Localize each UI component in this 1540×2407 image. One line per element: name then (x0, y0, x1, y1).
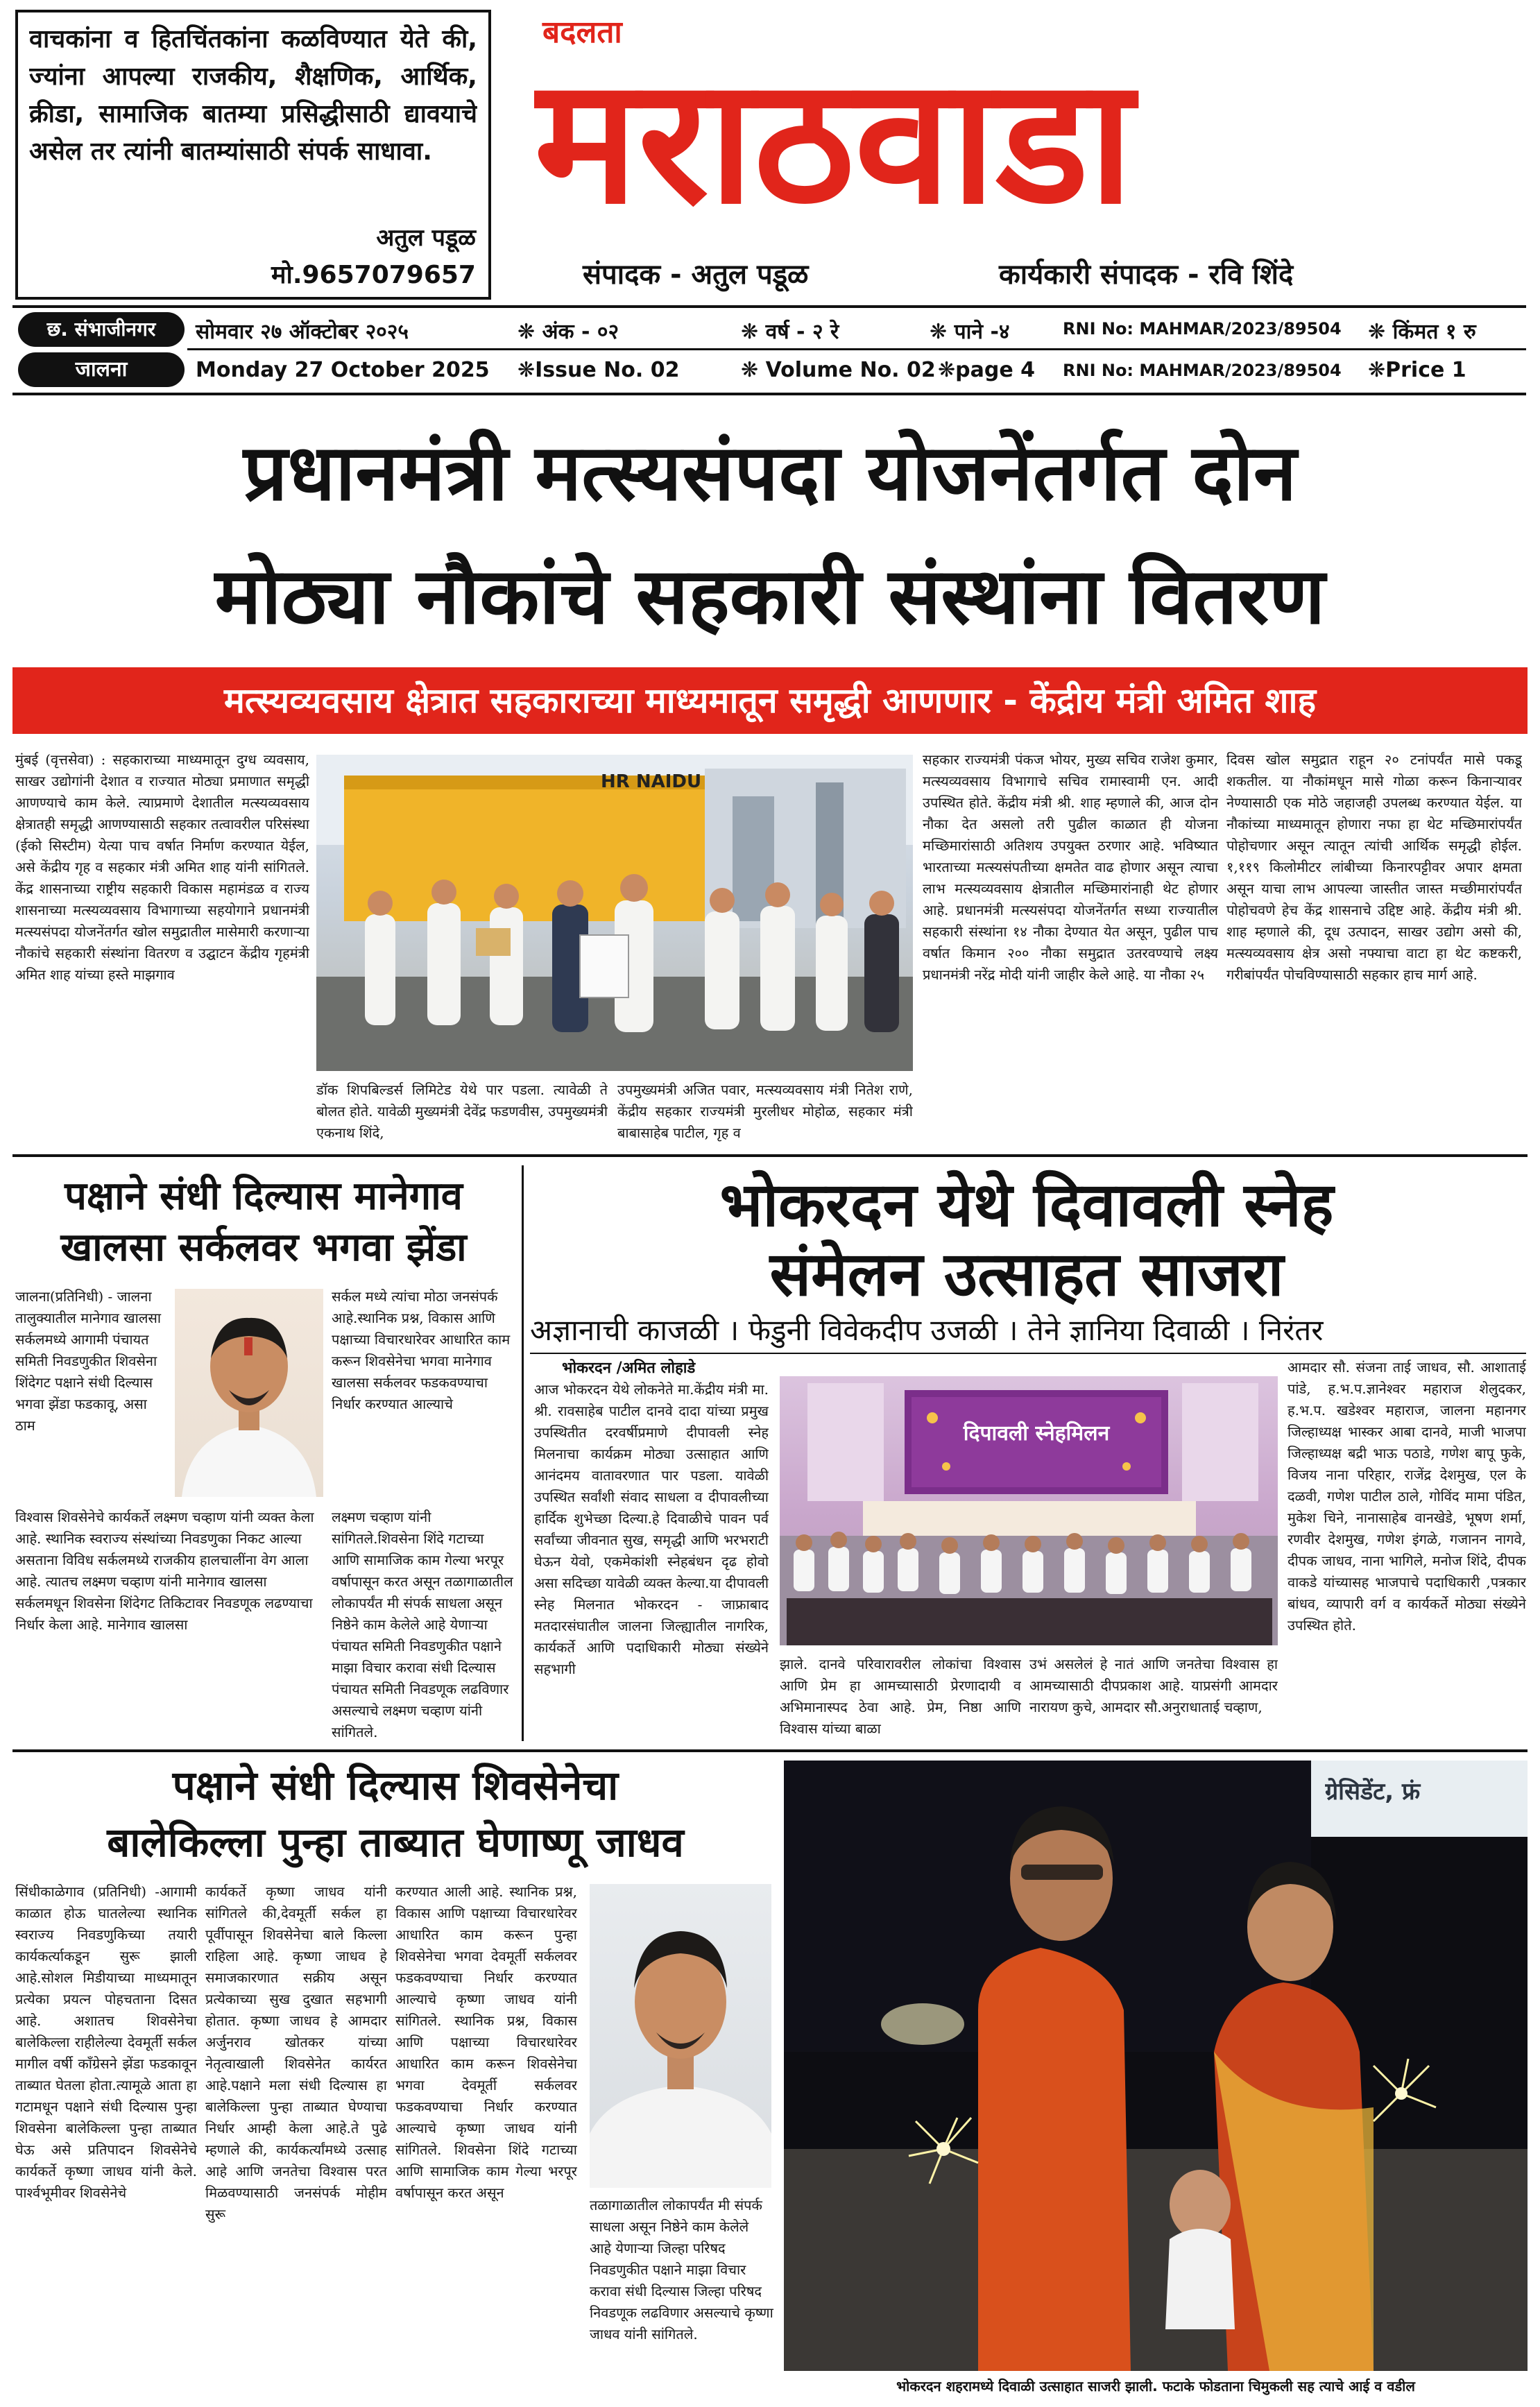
story4-headline-1: पक्षाने संधी दिल्यास शिवसेनेचा (172, 1762, 619, 1809)
story2-story3-divider (522, 1165, 524, 1741)
ship-name: HR NAIDU (601, 771, 702, 792)
story3-quote-rule (530, 1353, 1526, 1354)
story4-col-2: कार्यकर्ते कृष्णा जाधव यांनी सांगितले की,देवमूर्ती सर्कल हा पूर्वीपासून शिवसेनेचा बाले किल्ला राहिला आहे. कृष्णा जाधव हे समाजकारणात सक्रीय असून प्रत्येकाच्या सुख दुखात सहभागी होतात. कृष्णा जाधव हे आमदार अर्जुनराव खोतकर यांच्या नेतृत्वाखाली शिवसेनेत कार्यरत आहे.पक्षाने मला संधी दिल्यास हा बालेकिल्ला पुन्हा ताब्यात घेण्याचा निर्धार आम्ही केला आहे.ते पुढे म्हणाले की, कार्यकर्त्यांमध्ये उत्साह आहे आणि जनतेचा विश्वास परत मिळवण्यासाठी जनसंपर्क मोहीम सुरू (205, 1883, 387, 2222)
portrait2-illustration (590, 1884, 771, 2188)
story3-headline-1: भोकरदन येथे दिवावली स्नेह (719, 1169, 1334, 1240)
exec-editor-line: कार्यकारी संपादक - रवि शिंदे (999, 259, 1294, 291)
mr-volume: ❋ वर्ष - २ रे (741, 320, 839, 344)
lead-col-4: दिवस खोल समुद्रात राहून २० टनांपर्यंत मासे पकडू शकतील. या नौकांमधून मासे गोळा करून किनाऱ्यावर नेण्यासाठी एक मोठे जहाजही उपलब्ध करण्यात येईल. या नौकांच्या माध्यमातून होणारा नफा हा थेट मच्छिमारांपर्यंत पोहोचणार असून त्यातून त्यांची आर्थिक समृद्धी होईल. १,११९ किलोमीटर लांबीच्या किनारपट्टीवर अपार क्षमता असून याचा लाभ आपल्या जास्तीत जास्त मच्छीमारांपर्यंत पोहोचवणे हेच केंद्र शासनाचे उद्दिष्ट आहे. केंद्रीय मंत्री श्री. शाह म्हणाले की, दूध उत्पादन, साखर उद्योग असो की, मत्स्यव्यवसाय क्षेत्र असो नफ्याचा वाटा हा थेट कष्टकरी, गरीबांपर्यंत पोचविण्यासाठी सहकार हाच मार्ग आहे. (1226, 751, 1522, 983)
story3-byline: भोकरदन /अमित लोहाडे (562, 1360, 696, 1377)
story4-portrait (590, 1884, 771, 2188)
ceremony-illustration (316, 755, 913, 1071)
lead-caption-b: उपमुख्यमंत्री अजित पवार, मत्स्यव्यवसाय मंत्री नितेश राणे, केंद्रीय सहकार राज्यमंत्री मुरलीधर मोहोळ, सहकार मंत्री बाबासाहेब पाटील, गृह व (617, 1081, 913, 1141)
lead-col-3: सहकार राज्यमंत्री पंकज भोयर, मुख्य सचिव राजेश कुमार, मत्स्यव्यवसाय विभागाचे सचिव रामास्वामी एन. आदी उपस्थित होते. केंद्रीय मंत्री श्री. शाह म्हणाले की, आज दोन नौका देत असलो तरी पुढील काळात ही योजना मच्छिमारांसाठी अतिशय उपयुक्त ठरणार आहे. भविष्यात भारताच्या मत्स्यसंपतीच्या क्षमतेत वाढ होणार असून त्याचा लाभ मत्स्यव्यवसाय क्षेत्रातील मच्छिमारांनाही थेट होणार आहे. प्रधानमंत्री मत्स्यसंपदा योजनेंतर्गत सध्या राज्यातील सहकारी संस्थांना १४ नौका देण्यात येत असून, पुढील पाच वर्षात किमान २०० नौका समुद्रात उतरवण्याचे लक्ष्य प्रधानमंत्री नरेंद्र मोदी यांनी जाहीर केले आहे. या नौका २५ (923, 751, 1218, 983)
lead-headline-1: प्रधानमंत्री मत्स्यसंपदा योजनेंतर्गत दोन (243, 428, 1297, 518)
lead-bottom-rule (12, 1154, 1528, 1157)
story4-col-3: करण्यात आली आहे. स्थानिक प्रश्न, विकास आणि पक्षाच्या विचारधारेवर आधारित काम करून पुन्हा शिवसेनेचा भगवा देवमूर्ती सर्कलवर फडकवण्याचा निर्धार करण्यात आल्याचे कृष्णा जाधव यांनी सांगितले. स्थानिक प्रश्न, विकास आणि पक्षाच्या विचारधारेवर आधारित काम करून शिवसेनेचा भगवा देवमूर्ती सर्कलवर फडकवण्याचा निर्धार करण्यात आल्याचे कृष्णा जाधव यांनी सांगितले. शिवसेना शिंदे गटाच्या आणि सामाजिक काम गेल्या भरपूर वर्षापासून करत असून (395, 1883, 577, 2201)
mid-bottom-rule (12, 1749, 1528, 1752)
story3-under-photo-a: झाले. दानवे परिवारावरील लोकांचा विश्वास आणि प्रेम हा आमच्यासाठी प्रेरणादायी व अभिमानास्पद ठेवा आहे. प्रेम, निष्ठा आणि विश्वास यांच्या बाळा (780, 1656, 1021, 1737)
story2-col-1-top: जालना(प्रतिनिधी) - जालना तालुक्यातील मानेगाव खालसा सर्कलमध्ये आगामी पंचायत समिती निवडणुकीत शिवसेना शिंदेगट पक्षाने संधी दिल्यास भगवा झेंडा फडकावू, असा ठाम (15, 1288, 162, 1434)
mr-issue: ❋ अंक - ०२ (517, 320, 619, 344)
city-2: जालना (75, 357, 128, 382)
masthead-small: बदलता (542, 15, 622, 50)
story2-headline-1: पक्षाने संधी दिल्यास मानेगाव (65, 1174, 463, 1219)
mr-date: सोमवार २७ ऑक्टोबर २०२५ (196, 320, 409, 344)
city-1: छ. संभाजीनगर (46, 318, 156, 341)
notice-name: अतुल पडूळ (376, 224, 476, 252)
shop-sign-text: ग्रेसिडेंट, फ्रं (1325, 1778, 1421, 1806)
lead-col-1: मुंबई (वृत्तसेवा) : सहकाराच्या माध्यमातून दुग्ध व्यवसाय, साखर उद्योगांनी देशात व राज्यात मोठ्या प्रमाणात समृद्धी आणण्याचे काम केले. त्याप्रमाणे देशातील मत्स्यव्यवसाय क्षेत्रातही समृद्धी आणण्यासाठी सहकार तत्वावरील परिसंस्था (ईको सिस्टीम) येत्या पाच वर्षात निर्माण करण्यात येईल, असे केंद्रीय गृह व सहकार मंत्री अमित शाह यांनी सांगितले. केंद्र शासनाच्या राष्ट्रीय सहकारी विकास महामंडळ व राज्य शासनाच्या मत्स्यव्यवसाय विभागाच्या सहयोगाने प्रधानमंत्री मत्स्यसंपदा योजनेंतर्गत खोल समुद्रातील मासेमारी करणाऱ्या नौकांचे सहकारी संस्थांना वितरण व उद्घाटन केंद्रीय गृहमंत्री अमित शाह यांच्या हस्ते माझगाव (15, 751, 309, 983)
dateline-mr-row (196, 314, 1526, 345)
story2-col-1-bottom: विश्वास शिवसेनेचे कार्यकर्ते लक्ष्मण चव्हाण यांनी व्यक्त केला आहे. स्थानिक स्वराज्य संस्थांच्या निवडणुका निकट आल्या असताना विविध सर्कलमध्ये राजकीय हालचालींना वेग आला आहे. त्यातच लक्ष्मण चव्हाण यांनी मानेगाव खालसा सर्कलमधून शिवसेना शिंदेगट तिकिटावर निवडणूक लढण्याचा निर्धार केला आहे. मानेगाव खालसा (15, 1509, 314, 1633)
story4-diwali-photo (784, 1761, 1528, 2371)
lead-headline-2: मोठ्या नौकांचे सहकारी संस्थांना वितरण (214, 551, 1326, 642)
en-price: ❋Price 1 (1368, 358, 1466, 382)
en-page: ❋page 4 (938, 358, 1035, 382)
story2-headline-2: खालसा सर्कलवर भगवा झेंडा (60, 1225, 467, 1270)
dateline-bottom-rule (12, 393, 1526, 395)
notice-phone: मो.9657079657 (271, 261, 476, 289)
story3-col-1: आज भोकरदन येथे लोकनेते मा.केंद्रीय मंत्री मा. श्री. रावसाहेब पाटील दानवे दादा यांच्या प्रमुख उपस्थितीत दरवर्षीप्रमाणे दीपावली स्नेह मिलनाचा कार्यक्रम मोठ्या उत्साहात आणि आनंदमय वातावरणात पार पडला. यावेळी उपस्थित सर्वांशी संवाद साधला व दीपावलीच्या हार्दिक शुभेच्छा दिल्या.हे दिवाळीचे पावन पर्व सर्वांच्या जीवनात सुख, समृद्धी आणि भरभराटी घेऊन येवो, एकमेकांशी स्नेहबंधन दृढ होवो असा सदिच्छा यावेळी व्यक्त केल्या.या दीपावली स्नेह मिलनात भोकरदन - जाफ्राबाद मतदारसंघातील जालना जिल्ह्यातील नागरिक, कार्यकर्ते आणि पदाधिकारी मोठ्या संख्येने सहभागी (534, 1381, 769, 1677)
en-volume: ❋ Volume No. 02 (741, 358, 936, 382)
notice-text: वाचकांना व हितचिंतकांना कळविण्यात येते की, ज्यांना आपल्या राजकीय, शैक्षणिक, आर्थिक, क्रीडा, सामाजिक बातम्या प्रसिद्धीसाठी द्यावयाचे असेल तर त्यांनी बातम्यांसाठी संपर्क साधावा. (29, 25, 477, 166)
diwali-photo-caption: भोकरदन शहरामध्ये दिवाळी उत्साहात साजरी झाली. फटाके फोडताना चिमुकली सह त्याचे आई व वडील (896, 2378, 1415, 2395)
en-issue: ❋Issue No. 02 (517, 358, 680, 382)
lead-caption-a: डॉक शिपबिल्डर्स लिमिटेड येथे पार पडला. त्यावेळी ते बोलत होते. यावेळी मुख्यमंत्री देवेंद्र फडणवीस, उपमुख्यमंत्री एकनाथ शिंदे, (316, 1081, 608, 1141)
notice-box (15, 10, 491, 300)
portrait-illustration (175, 1289, 323, 1497)
story3-quote: अज्ञानाची काजळी । फेडुनी विवेकदीप उजळी । तेने ज्ञानिया दिवाळी । निरंतर (530, 1313, 1324, 1347)
city-badge-2 (18, 352, 185, 387)
en-rni: RNI No: MAHMAR/2023/89504 (1063, 361, 1342, 380)
editor-line: संपादक - अतुल पडूळ (583, 259, 809, 291)
dateline-mid-rule (187, 348, 1526, 350)
story2-col-2-bottom: लक्ष्मण चव्हाण यांनी सांगितले.शिवसेना शिंदे गटाच्या आणि सामाजिक काम गेल्या भरपूर वर्षापासून करत असून तळागाळातील लोकापर्यंत मी संपर्क साधला असून निष्ठेने काम केलेले आहे येणाऱ्या पंचायत समिती निवडणुकीत पक्षाने माझा विचार करावा संधी दिल्यास पंचायत समिती निवडणूक लढविणार असल्याचे लक्ष्मण चव्हाण यांनी सांगितले. (332, 1509, 513, 1740)
dateline-top-rule (12, 305, 1526, 308)
story3-under-photo-b: उभं असलेलं हे नातं आणि जनतेचा विश्वास हा आमच्यासाठी दीपप्रकाश आहे. याप्रसंगी आमदार नारायण कुचे, आमदार सौ.अनुराधाताई चव्हाण, (1029, 1656, 1278, 1715)
mr-price: ❋ किंमत १ रु (1368, 320, 1476, 344)
rni: RNI No: MAHMAR/2023/89504 (1063, 319, 1342, 339)
city-badge-1 (18, 312, 185, 347)
story3-headline-2: संमेलन उत्साहत साजरा (769, 1238, 1284, 1310)
dateline-en-row (196, 355, 1526, 387)
story2-col-2-top: सर्कल मध्ये त्यांचा मोठा जनसंपर्क आहे.स्थानिक प्रश्न, विकास आणि पक्षाच्या विचारधारेवर आधारित काम करून शिवसेनेचा भगवा मानेगाव खालसा सर्कलवर फडकवण्याचा निर्धार करण्यात आल्याचे (332, 1288, 511, 1412)
lead-subhead-bar (12, 667, 1528, 734)
masthead-title: मराठवाडा (534, 40, 1133, 242)
story4-headline-2: बालेकिल्ला पुन्हा ताब्यात घेणाष्णू जाधव (107, 1819, 684, 1866)
story4-col-4: तळागाळातील लोकापर्यंत मी संपर्क साधला असून निष्ठेने काम केलेले आहे येणाऱ्या जिल्हा परिषद निवडणुकीत पक्षाने माझा विचार करावा संधी दिल्यास जिल्हा परिषद निवडणूक लढविणार असल्याचे कृष्णा जाधव यांनी सांगितले. (590, 2197, 773, 2342)
story3-event-photo (780, 1376, 1278, 1645)
mr-page: ❋ पाने -४ (930, 320, 1010, 344)
story2-portrait (175, 1289, 323, 1497)
lead-ceremony-photo (316, 755, 913, 1071)
lead-subhead: मत्स्यव्यवसाय क्षेत्रात सहकाराच्या माध्यमातून समृद्धी आणणार - केंद्रीय मंत्री अमित शाह (223, 680, 1317, 721)
en-date: Monday 27 October 2025 (196, 358, 490, 382)
story3-col-3: आमदार सौ. संजना ताई जाधव, सौ. आशाताई पांडे, ह.भ.प.ज्ञानेश्वर महाराज शेलुदकर, ह.भ.प. खडेश्वर महाराज, जालना महानगर जिल्हाध्यक्ष भास्कर आबा दानवे, माजी भाजपा जिल्हाध्यक्ष बद्री भाऊ पठाडे, गणेश बापू फुके, विजय नाना परिहार, राजेंद्र देशमुख, एल के दळवी, गणेश पाटील ठाले, गोविंद मामा पंडित, मुकेश चिने, नानासाहेब वानखेडे, भूषण शर्मा, रणवीर देशमुख, गणेश इंगळे, गजानन नागवे, दीपक जाधव, नाना भागिले, मनोज शिंदे, दीपक वाकडे यांच्यासह भाजपाचे पदाधिकारी ,पत्रकार बांधव, व्यापारी वर्ग व कार्यकर्ते मोठ्या संख्येने उपस्थित होते. (1287, 1359, 1526, 1634)
event-banner-text: दिपावली स्नेहमिलन (963, 1421, 1110, 1446)
event-illustration (780, 1376, 1278, 1645)
diwali-illustration (784, 1761, 1528, 2371)
story4-col-1: सिंधीकाळेगाव (प्रतिनिधी) -आगामी काळात होऊ घातलेल्या स्थानिक स्वराज्य निवडणुकिच्या तयारी कार्यकर्त्याकडून सुरू झाली आहे.सोशल मिडीयाच्या माध्यमातून प्रत्येका प्रयत्न पोहचताना दिसत आहे. अशातच शिवसेनेचा बालेकिल्ला राहीलेल्या देवमूर्ती सर्कल मागील वर्षी कॉंग्रेसने झेंडा फडकावून ताब्यात घेतला होता.त्यामूळे आता हा गटामधून पक्षाने संधी दिल्यास पुन्हा शिवसेना बालेकिल्ला पुन्हा ताब्यात घेऊ असे प्रतिपादन शिवसेनेचे कार्यकर्ते कृष्णा जाधव यांनी केले. पार्श्वभूमीवर शिवसेनेचे (15, 1883, 197, 2201)
